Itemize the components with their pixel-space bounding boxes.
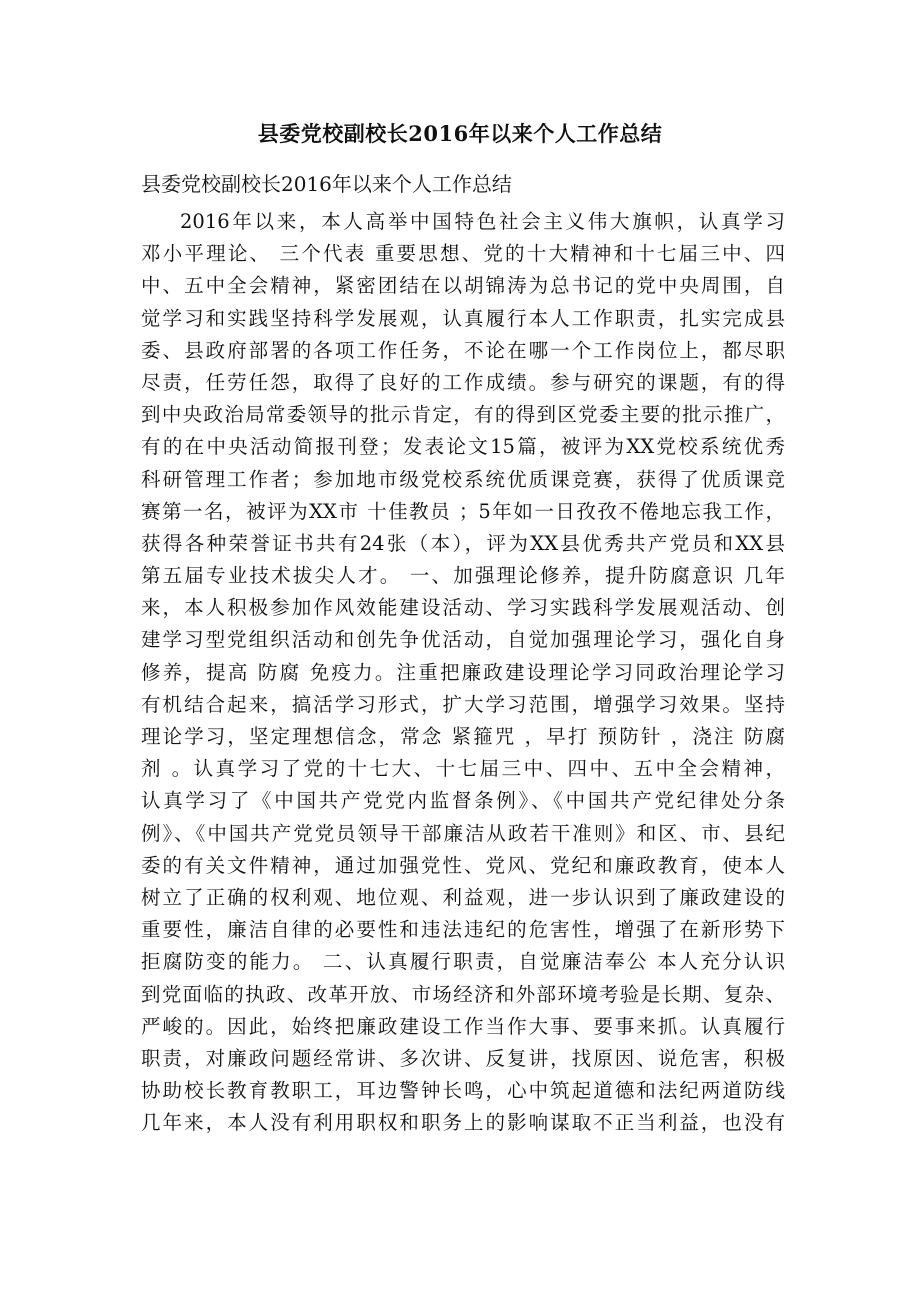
body-line: 邓小平理论、 三个代表 重要思想、党的十大精神和十七届三中、四 [141, 242, 785, 266]
body-line: 剂 。认真学习了党的十七大、十七届三中、四中、五中全会精神， [141, 757, 785, 781]
body-line: 科研管理工作者；参加地市级党校系统优质课竞赛，获得了优质课竞 [141, 467, 785, 491]
body-line: 树立了正确的权利观、地位观、利益观，进一步认识到了廉政建设的 [141, 885, 785, 909]
body-line: 认真学习了《中国共产党党内监督条例》、《中国共产党纪律处分条 [141, 789, 785, 813]
body-line: 中、五中全会精神，紧密团结在以胡锦涛为总书记的党中央周围，自 [141, 274, 785, 298]
document-subtitle: 县委党校副校长2016年以来个人工作总结 [141, 172, 512, 196]
body-line: 委、县政府部署的各项工作任务，不论在哪一个工作岗位上，都尽职 [141, 338, 785, 362]
body-line: 建学习型党组织活动和创先争优活动，自觉加强理论学习，强化自身 [141, 628, 785, 652]
body-line: 严峻的。因此，始终把廉政建设工作当作大事、要事来抓。认真履行 [141, 1014, 785, 1038]
body-line: 有机结合起来，搞活学习形式，扩大学习范围，增强学习效果。坚持 [141, 692, 785, 716]
document-title: 县委党校副校长2016年以来个人工作总结 [257, 121, 663, 146]
body-line: 来，本人积极参加作风效能建设活动、学习实践科学发展观活动、创 [141, 596, 785, 620]
body-line: 拒腐防变的能力。 二、认真履行职责，自觉廉洁奉公 本人充分认识 [141, 950, 785, 974]
body-line: 尽责，任劳任怨，取得了良好的工作成绩。参与研究的课题，有的得 [141, 370, 785, 394]
body-line: 到中央政治局常委领导的批示肯定，有的得到区党委主要的批示推广， [141, 403, 785, 427]
body-line: 2016年以来，本人高举中国特色社会主义伟大旗帜，认真学习 [180, 210, 785, 233]
body-line: 职责，对廉政问题经常讲、多次讲、反复讲，找原因、说危害，积极 [141, 1046, 785, 1070]
body-line: 委的有关文件精神，通过加强党性、党风、党纪和廉政教育，使本人 [141, 853, 785, 877]
body-line: 例》、《中国共产党党员领导干部廉洁从政若干准则》和区、市、县纪 [141, 821, 785, 845]
body-line: 到党面临的执政、改革开放、市场经济和外部环境考验是长期、复杂、 [141, 982, 785, 1006]
body-line: 赛第一名，被评为XX市 十佳教员 ；5年如一日孜孜不倦地忘我工作， [141, 499, 785, 523]
body-line: 觉学习和实践坚持科学发展观，认真履行本人工作职责，扎实完成县 [141, 306, 785, 330]
document-body [141, 206, 785, 1276]
body-line: 重要性，廉洁自律的必要性和违法违纪的危害性，增强了在新形势下 [141, 918, 785, 942]
body-line: 有的在中央活动简报刊登；发表论文15篇，被评为XX党校系统优秀 [141, 435, 785, 459]
body-line: 修养，提高 防腐 免疫力。注重把廉政建设理论学习同政治理论学习 [141, 660, 785, 684]
body-line: 协助校长教育教职工，耳边警钟长鸣，心中筑起道德和法纪两道防线 [141, 1079, 785, 1103]
body-line: 理论学习，坚定理想信念，常念 紧箍咒 ，早打 预防针 ，浇注 防腐 [141, 725, 785, 748]
body-line: 第五届专业技术拔尖人才。 一、加强理论修养，提升防腐意识 几年 [141, 564, 785, 588]
body-line: 几年来，本人没有利用职权和职务上的影响谋取不正当利益，也没有 [141, 1111, 785, 1135]
body-line: 获得各种荣誉证书共有24张（本），评为XX县优秀共产党员和XX县 [141, 531, 785, 555]
